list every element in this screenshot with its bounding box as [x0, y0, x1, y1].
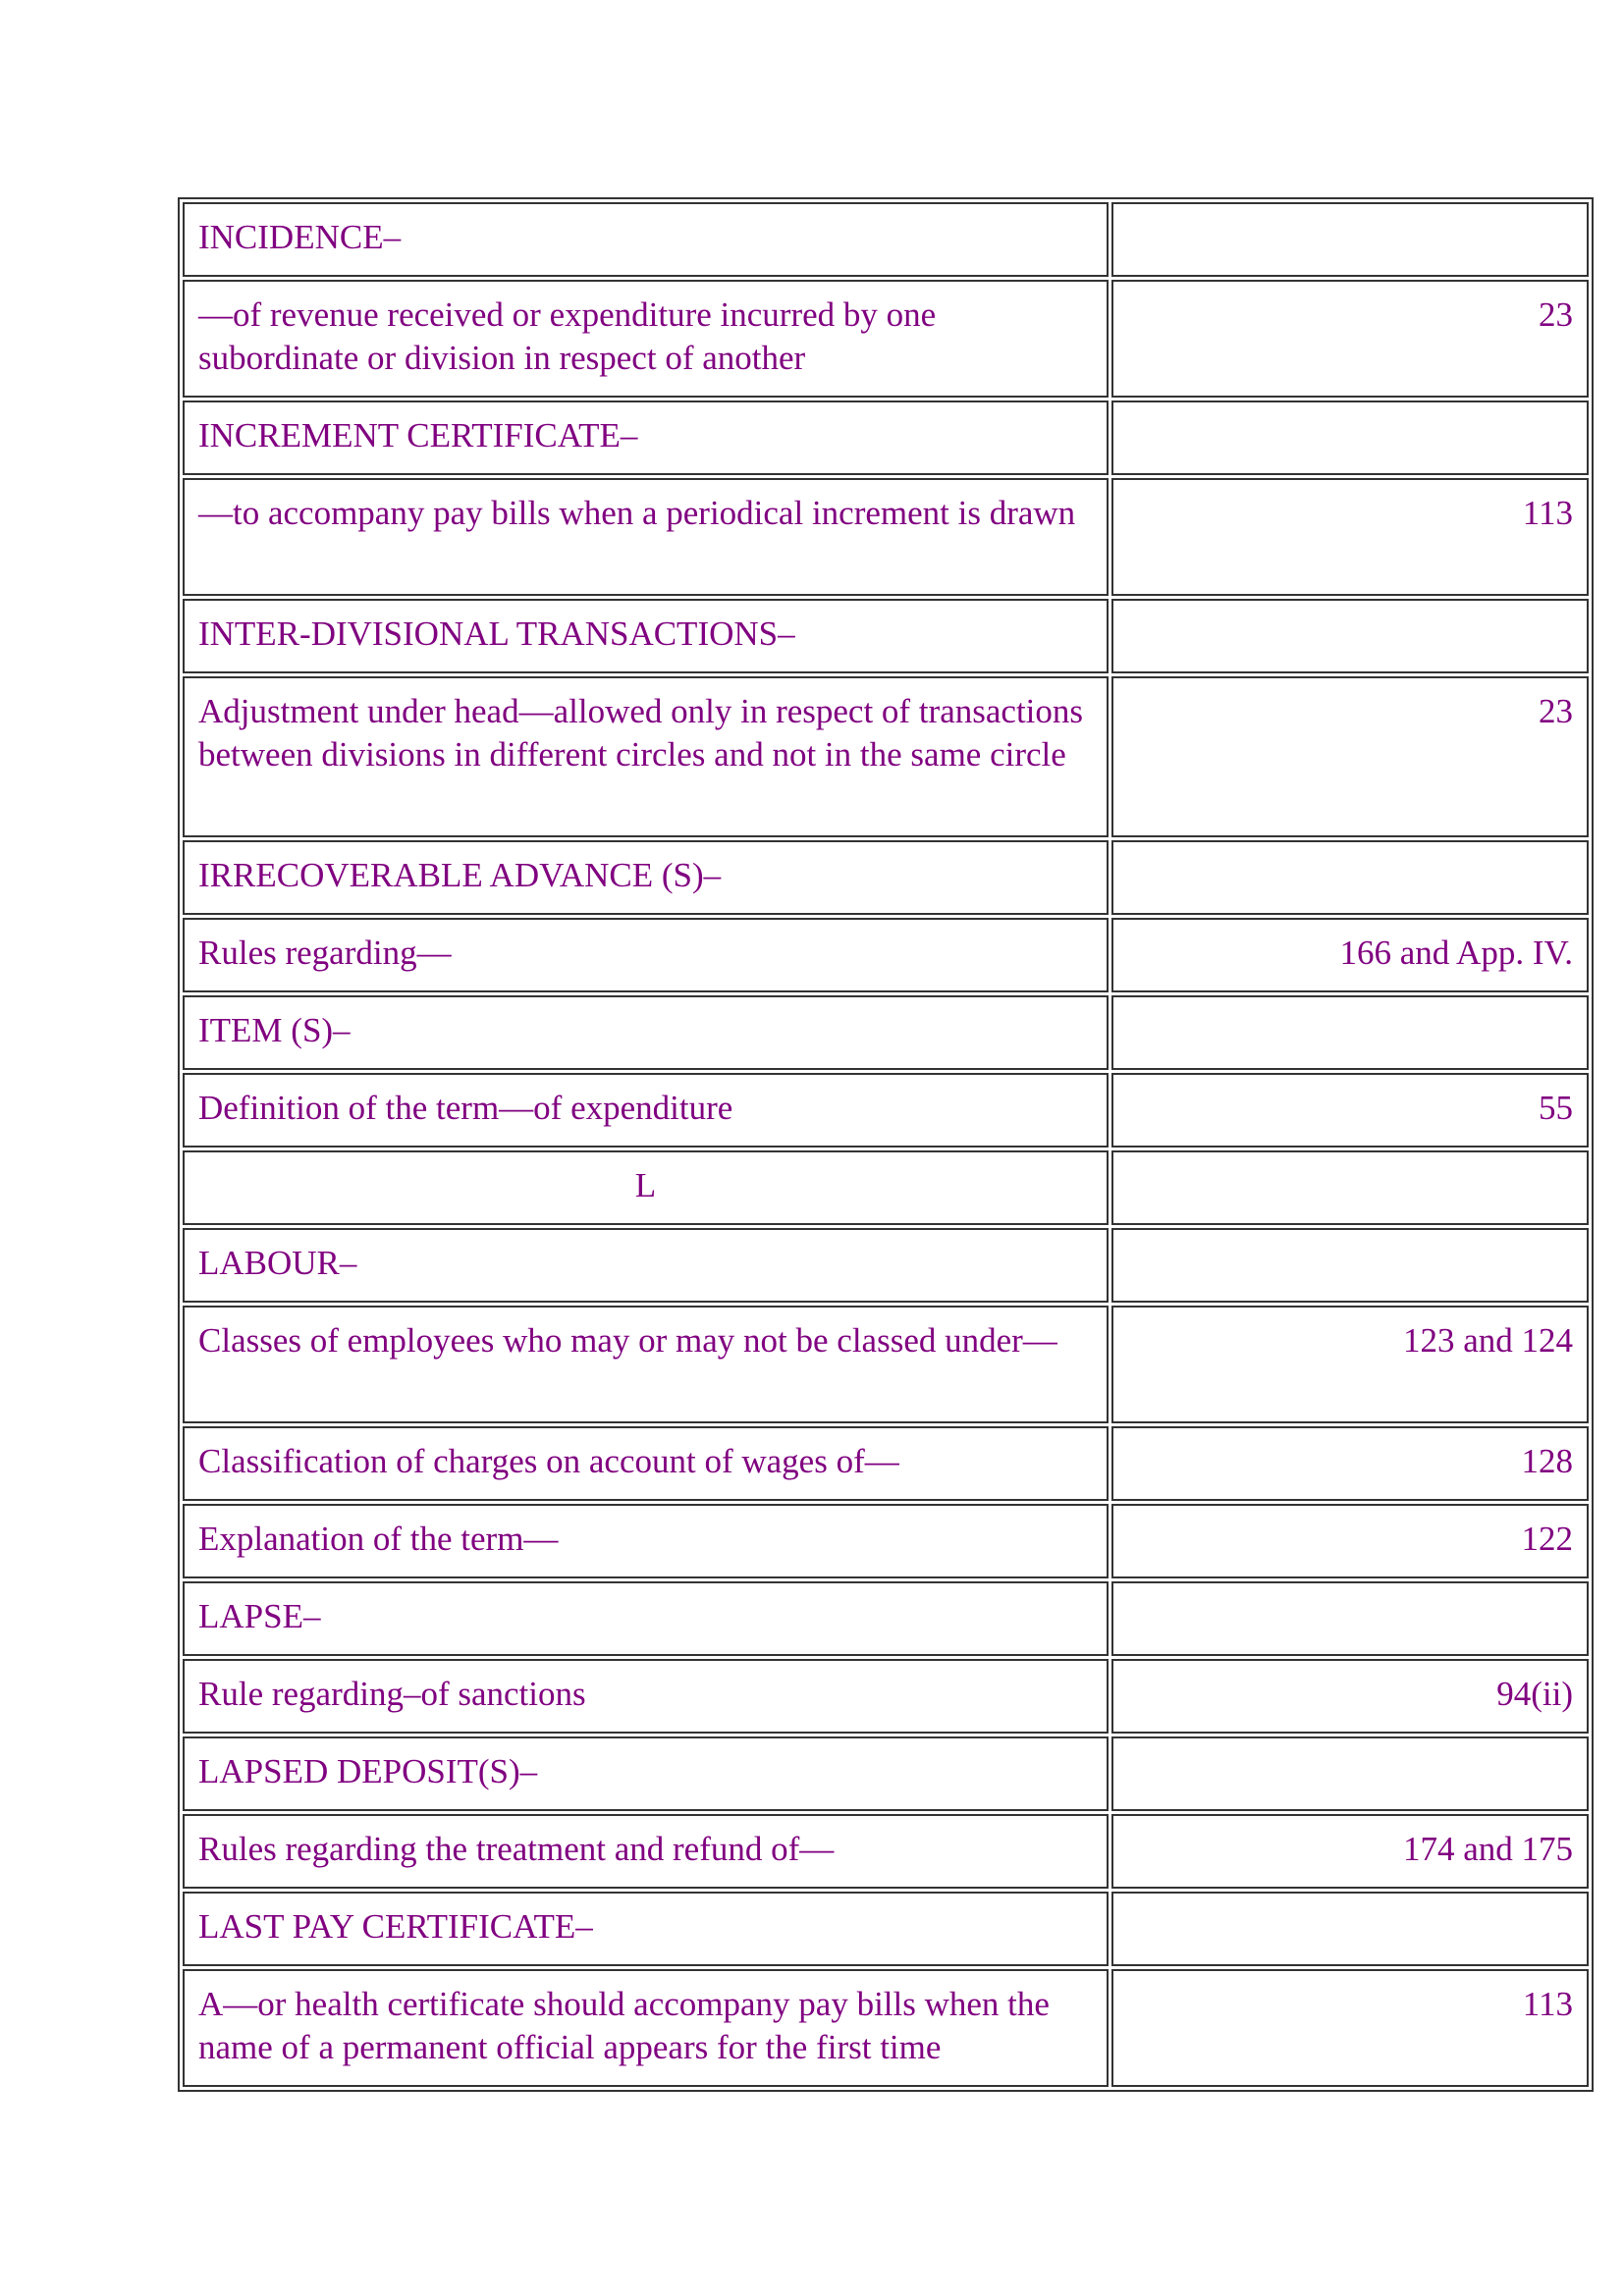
- reference-cell: 55: [1111, 1073, 1589, 1148]
- table-row: [183, 202, 1589, 277]
- table-row: [183, 918, 1589, 992]
- table-row: [183, 478, 1589, 596]
- reference-cell: 113: [1111, 1969, 1589, 2087]
- table-row: [183, 1892, 1589, 1966]
- index-entry: Classification of charges on account of wages of—: [183, 1426, 1109, 1501]
- index-heading: IRRECOVERABLE ADVANCE (S)–: [183, 840, 1109, 915]
- reference-cell: [1111, 400, 1589, 475]
- reference-cell: 122: [1111, 1504, 1589, 1578]
- reference-cell: [1111, 1150, 1589, 1225]
- index-entry: Rule regarding–of sanctions: [183, 1659, 1109, 1734]
- index-heading: INCREMENT CERTIFICATE–: [183, 400, 1109, 475]
- index-heading: INCIDENCE–: [183, 202, 1109, 277]
- reference-cell: 113: [1111, 478, 1589, 596]
- index-entry: Adjustment under head—allowed only in respect of transactions between divisions in different circles and not in the same circle: [183, 676, 1109, 837]
- index-entry: Definition of the term—of expenditure: [183, 1073, 1109, 1148]
- reference-cell: [1111, 1581, 1589, 1656]
- reference-cell: [1111, 995, 1589, 1070]
- reference-cell: 123 and 124: [1111, 1306, 1589, 1423]
- table-row: [183, 1073, 1589, 1148]
- table-row: [183, 995, 1589, 1070]
- reference-cell: 128: [1111, 1426, 1589, 1501]
- reference-cell: [1111, 1736, 1589, 1811]
- index-heading: LAPSE–: [183, 1581, 1109, 1656]
- table-row: [183, 1306, 1589, 1423]
- reference-cell: 174 and 175: [1111, 1814, 1589, 1889]
- index-entry: —to accompany pay bills when a periodical increment is drawn: [183, 478, 1109, 596]
- table-row: [183, 676, 1589, 837]
- index-heading: ITEM (S)–: [183, 995, 1109, 1070]
- section-letter: L: [183, 1150, 1109, 1225]
- reference-cell: 94(ii): [1111, 1659, 1589, 1734]
- index-entry: Explanation of the term—: [183, 1504, 1109, 1578]
- table-row: [183, 1228, 1589, 1303]
- index-heading: LABOUR–: [183, 1228, 1109, 1303]
- reference-cell: [1111, 599, 1589, 673]
- table-row: [183, 599, 1589, 673]
- index-heading: LAST PAY CERTIFICATE–: [183, 1892, 1109, 1966]
- table-row: [183, 1736, 1589, 1811]
- index-entry: A—or health certificate should accompany pay bills when the name of a permanent official appears for the first time: [183, 1969, 1109, 2087]
- index-heading: INTER-DIVISIONAL TRANSACTIONS–: [183, 599, 1109, 673]
- table-row: [183, 280, 1589, 398]
- reference-cell: [1111, 840, 1589, 915]
- table-row: [183, 840, 1589, 915]
- table-row: [183, 1659, 1589, 1734]
- reference-cell: [1111, 1228, 1589, 1303]
- index-entry: —of revenue received or expenditure incurred by one subordinate or division in respect of another: [183, 280, 1109, 398]
- reference-cell: 166 and App. IV.: [1111, 918, 1589, 992]
- index-entry: Rules regarding—: [183, 918, 1109, 992]
- table-row: [183, 1426, 1589, 1501]
- reference-cell: 23: [1111, 280, 1589, 398]
- reference-cell: [1111, 202, 1589, 277]
- table-row: [183, 400, 1589, 475]
- table-row: [183, 1150, 1589, 1225]
- table-row: [183, 1504, 1589, 1578]
- index-table: [178, 197, 1594, 2092]
- table-row: [183, 1814, 1589, 1889]
- index-entry: Classes of employees who may or may not be classed under—: [183, 1306, 1109, 1423]
- reference-cell: [1111, 1892, 1589, 1966]
- table-row: [183, 1581, 1589, 1656]
- index-entry: Rules regarding the treatment and refund of—: [183, 1814, 1109, 1889]
- table-row: [183, 1969, 1589, 2087]
- reference-cell: 23: [1111, 676, 1589, 837]
- index-heading: LAPSED DEPOSIT(S)–: [183, 1736, 1109, 1811]
